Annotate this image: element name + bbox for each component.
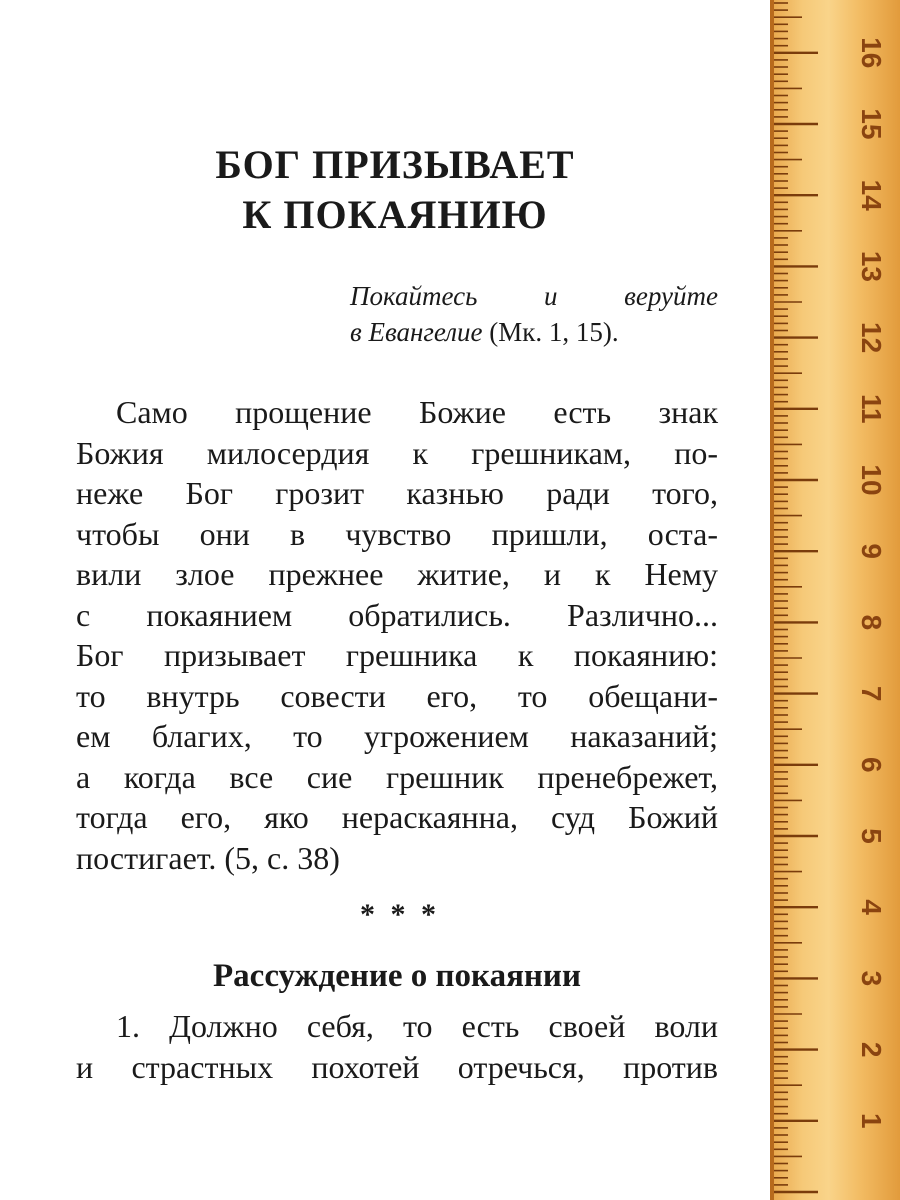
- text-line: неже Бог грозит казнью ради того,: [76, 475, 718, 511]
- epigraph: [350, 278, 718, 350]
- text-line: то внутрь совести его, то обещани-: [76, 677, 718, 714]
- text-line: 1. Должно себя, то есть своей воли: [116, 1008, 718, 1044]
- ruler-number: 1: [856, 1113, 887, 1129]
- ruler-number: 2: [856, 1041, 887, 1058]
- ruler-number: 7: [856, 685, 887, 702]
- epigraph-word: веруйте: [624, 281, 718, 311]
- ruler-number: 6: [856, 757, 887, 773]
- ruler-number: 4: [856, 899, 887, 915]
- epigraph-line-2: [350, 314, 718, 350]
- measuring-ruler: [770, 0, 900, 1200]
- ruler-number: 14: [856, 179, 887, 211]
- title-line-2: К ПОКАЯНИЮ: [242, 192, 548, 237]
- text-line: а когда все сие грешник пренебрежет,: [76, 758, 718, 795]
- section-separator: * * *: [360, 898, 440, 931]
- epigraph-line-1: [350, 278, 718, 314]
- epigraph-reference: (Мк. 1, 15).: [482, 317, 619, 347]
- paragraph-2: [76, 1006, 718, 1087]
- text-line: Божия милосердия к грешникам, по-: [76, 434, 718, 471]
- ruler-number: 11: [856, 393, 887, 424]
- text-line: Бог призывает грешника к покаянию:: [76, 637, 718, 673]
- page-title: [150, 140, 640, 240]
- epigraph-quote-end: в Евангелие: [350, 317, 483, 347]
- ruler-number: 16: [856, 37, 887, 69]
- text-line: тогда его, яко нераскаянна, суд Божий: [76, 799, 718, 835]
- epigraph-word: Покайтесь: [350, 281, 478, 311]
- ruler-number: 15: [856, 108, 887, 140]
- text-line: и страстных похотей отречься, против: [76, 1048, 718, 1085]
- text-line: чтобы они в чувство пришли, оста-: [76, 515, 718, 552]
- ruler-number: 10: [856, 464, 887, 496]
- ruler-number: 3: [856, 970, 887, 987]
- section-heading: Рассуждение о покаянии: [213, 958, 581, 994]
- ruler-number: 8: [856, 614, 887, 631]
- ruler-number: 12: [856, 322, 887, 354]
- title-line-1: БОГ ПРИЗЫВАЕТ: [215, 142, 575, 187]
- ruler-number: 13: [856, 250, 887, 282]
- text-line: с покаянием обратились. Различно...: [76, 596, 718, 633]
- text-line: ем благих, то угрожением наказаний;: [76, 718, 718, 754]
- ruler-scale: [770, 0, 900, 1200]
- epigraph-word: и: [544, 281, 558, 311]
- ruler-number: 5: [856, 828, 887, 844]
- text-line: постигает. (5, с. 38): [76, 839, 340, 876]
- text-line: вили злое прежнее житие, и к Нему: [76, 556, 718, 592]
- text-line: Само прощение Божие есть знак: [116, 394, 718, 430]
- ruler-number: 9: [856, 543, 887, 559]
- paragraph-1: [76, 392, 718, 878]
